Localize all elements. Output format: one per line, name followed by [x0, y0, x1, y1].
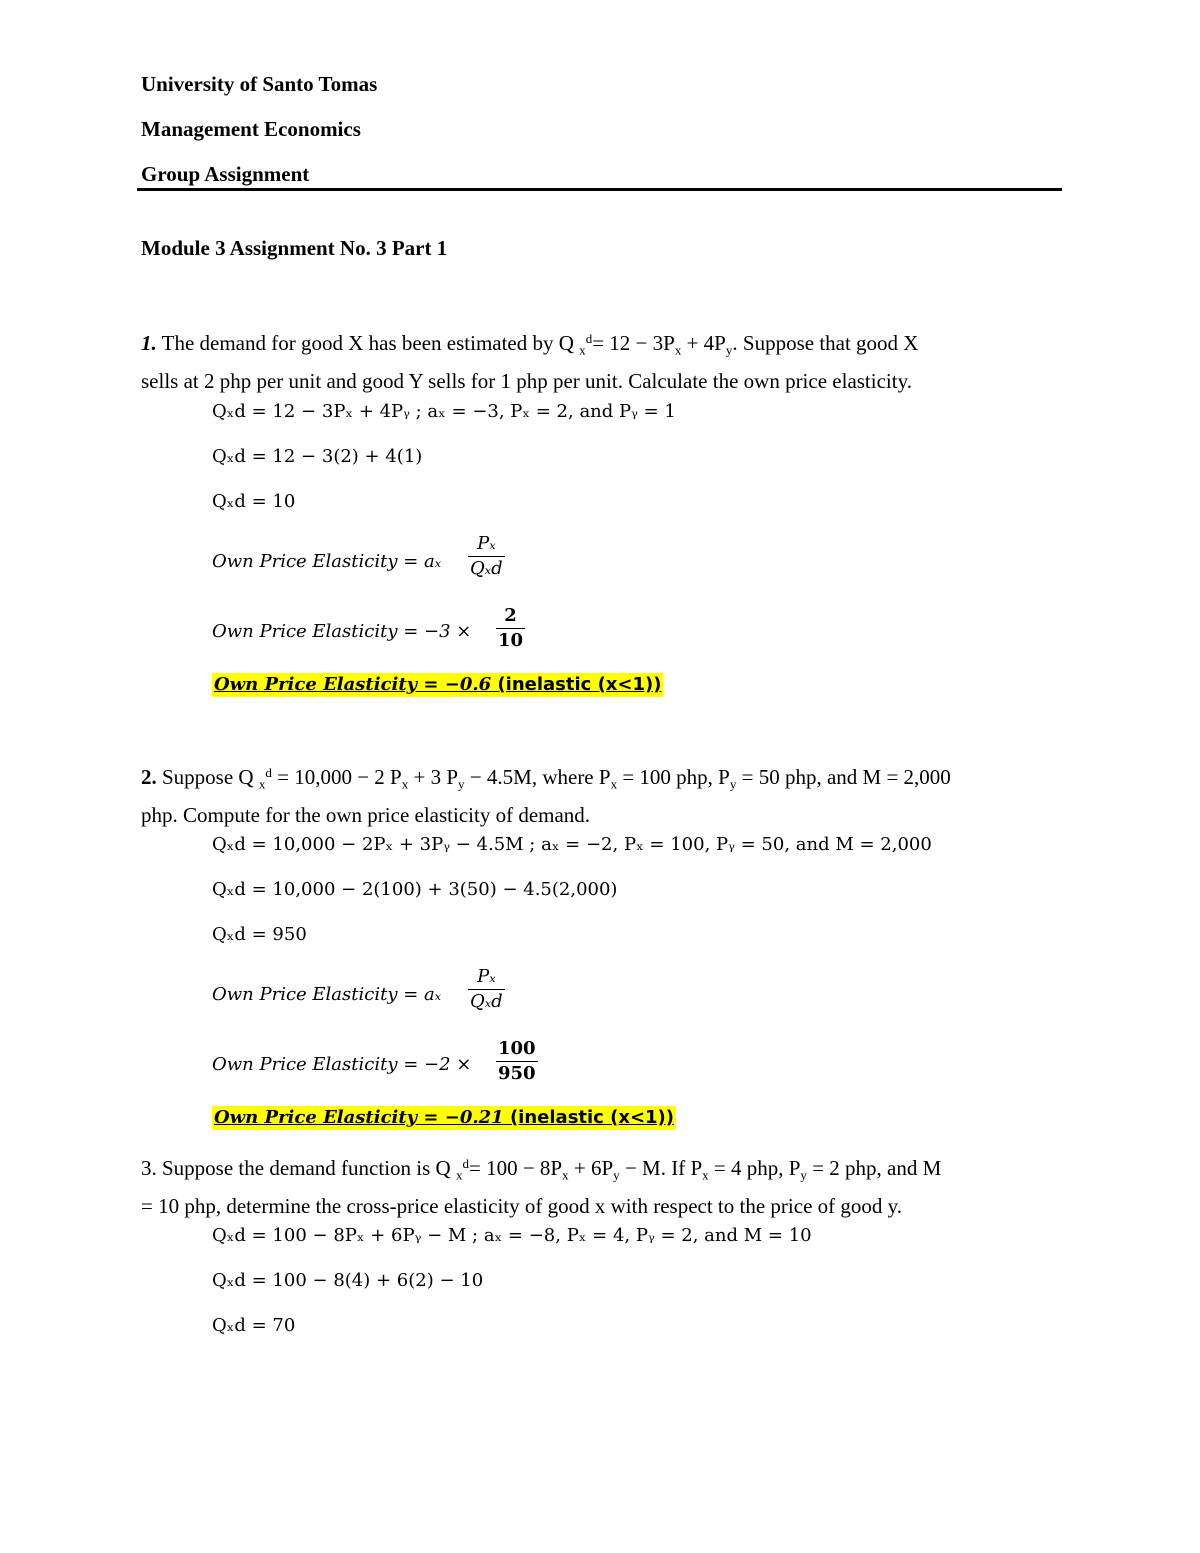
q1-ope-formula: Own Price Elasticity = aₓ — [212, 551, 442, 572]
university-name: University of Santo Tomas — [141, 72, 378, 96]
q2-ope-substitution: Own Price Elasticity = −2 × — [212, 1054, 472, 1075]
q2-equation-2: Qₓd = 10,000 − 2(100) + 3(50) − 4.5(2,000) — [212, 879, 618, 900]
q3-equation-3: Qₓd = 70 — [212, 1315, 296, 1336]
course-name: Management Economics — [141, 117, 361, 141]
assignment-type: Group Assignment — [141, 162, 310, 186]
q2-equation-3: Qₓd = 950 — [212, 924, 307, 945]
question-1-number: 1. — [141, 331, 157, 356]
header-divider — [137, 188, 1062, 191]
q2-ope-formula: Own Price Elasticity = aₓ — [212, 984, 442, 1005]
question-2-number: 2. — [141, 765, 157, 790]
question-1: 1. The demand for good X has been estimated by Q $_x^d= 12 - 3P_x + 4P_y$. Suppose that good X sells at 2 php per unit and good Y sells for 1 php per unit. Calculate the own price elasticity. — [141, 331, 919, 393]
q1-ope-fraction: Pₓ Qₓd — [470, 533, 503, 579]
question-3: 3. Suppose the demand function is Q $_x^d= 100 - 8P_x + 6P_y - M$. If $P_x = 4$ php, $P_y = 2$ php, and M = 10 php, determine the cross-price elasticity of good x with respect to the price of good y. — [141, 1156, 942, 1218]
q2-ope-substitution-fraction: $\frac{100}{950}$ — [498, 1038, 536, 1084]
question-2: 2. Suppose Q $_x^d$ = 10,000 − 2 $P_x + 3$ $P_y - 4.5M$, where $P_x = 100$ php, $P_y = 50$ php, and M = 2,000 php. Compute for the own price elasticity of demand. — [141, 765, 951, 827]
q1-ope-substitution-fraction: $\frac{2}{10}$ — [498, 605, 524, 651]
q1-equation-1: Qₓd = 12 − 3Pₓ + 4Pᵧ ; aₓ = −3, Pₓ = 2, and Pᵧ = 1 — [212, 401, 676, 422]
q2-result-highlight: Own Price Elasticity = −0.21 (inelastic (x<1)) — [214, 1107, 675, 1128]
q1-equation-3: Qₓd = 10 — [212, 491, 296, 512]
q1-result-highlight: Own Price Elasticity = −0.6 (inelastic (x<1)) — [214, 674, 662, 695]
q1-ope-substitution: Own Price Elasticity = −3 × — [212, 621, 472, 642]
q2-ope-fraction: Pₓ Qₓd — [470, 966, 503, 1012]
q3-equation-1: Qₓd = 100 − 8Pₓ + 6Pᵧ − M ; aₓ = −8, Pₓ = 4, Pᵧ = 2, and M = 10 — [212, 1225, 812, 1246]
module-title: Module 3 Assignment No. 3 Part 1 — [141, 236, 448, 260]
q2-equation-1: Qₓd = 10,000 − 2Pₓ + 3Pᵧ − 4.5M ; aₓ = −2, Pₓ = 100, Pᵧ = 50, and M = 2,000 — [212, 834, 932, 855]
question-3-number: 3. — [141, 1156, 157, 1181]
q3-equation-2: Qₓd = 100 − 8(4) + 6(2) − 10 — [212, 1270, 484, 1291]
q1-equation-2: Qₓd = 12 − 3(2) + 4(1) — [212, 446, 423, 467]
